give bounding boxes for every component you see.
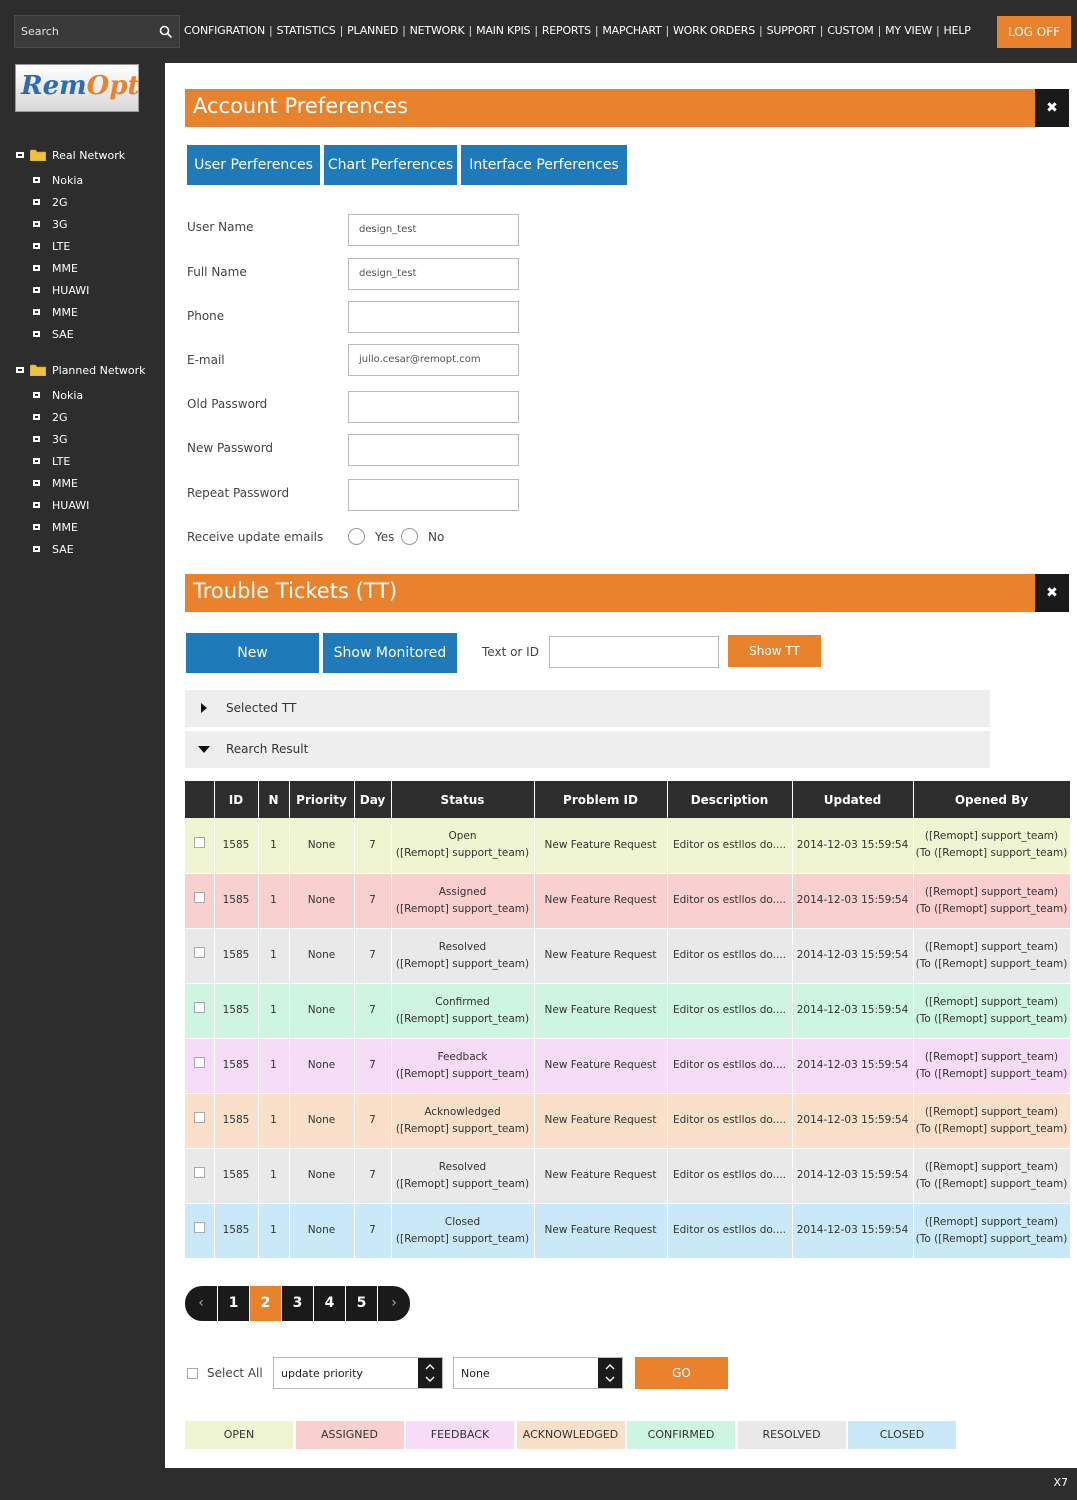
cell-priority: None <box>289 1038 354 1093</box>
opened-by-line1: ([Remopt] support_team) <box>924 1215 1059 1228</box>
nav-separator: | <box>534 24 538 37</box>
opened-by-line1: ([Remopt] support_team) <box>924 830 1059 843</box>
cell-opened-by <box>913 873 1070 928</box>
top-bar <box>0 0 1077 63</box>
leaf-bullet-icon <box>33 331 40 337</box>
cell-day: 7 <box>354 1148 391 1203</box>
row-checkbox[interactable] <box>194 837 205 848</box>
opened-by-line1: ([Remopt] support_team) <box>924 1105 1059 1118</box>
table-row[interactable] <box>185 1038 1070 1093</box>
table-row[interactable] <box>185 1148 1070 1203</box>
opened-by-line1: ([Remopt] support_team) <box>924 1160 1059 1173</box>
collapse-icon[interactable] <box>16 367 24 373</box>
collapse-icon[interactable] <box>16 152 24 158</box>
cell-problem: New Feature Request <box>534 1038 667 1093</box>
leaf-bullet-icon <box>33 392 40 398</box>
column-header[interactable]: ID <box>214 781 258 818</box>
column-header[interactable] <box>185 781 214 818</box>
receive-yes-radio[interactable] <box>348 528 365 545</box>
cell-opened-by <box>913 983 1070 1038</box>
search-result-panel[interactable] <box>185 731 990 768</box>
opened-by-line2: (To ([Remopt] support_team) <box>915 1122 1068 1135</box>
email-field[interactable]: jullo.cesar@remopt.com <box>348 344 519 376</box>
cell-problem: New Feature Request <box>534 1203 667 1258</box>
tree-leaf-label: MME <box>52 306 78 319</box>
tree-leaf-label: LTE <box>52 240 71 253</box>
nav-separator: | <box>268 24 273 37</box>
cell-priority: None <box>289 928 354 983</box>
legend-feedback: FEEDBACK <box>406 1421 514 1449</box>
leaf-bullet-icon <box>33 177 40 183</box>
cell-day: 7 <box>354 873 391 928</box>
nav-item-planned[interactable]: PLANNED <box>347 24 399 37</box>
opened-by-line2: (To ([Remopt] support_team) <box>915 902 1068 915</box>
cell-updated: 2014-12-03 15:59:54 <box>792 983 913 1038</box>
cell-day: 7 <box>354 1093 391 1148</box>
nav-item-mapchart[interactable]: MAPCHART <box>602 24 662 37</box>
folder-icon <box>30 364 46 376</box>
status-by: ([Remopt] support_team) <box>395 902 530 915</box>
nav-separator: | <box>665 24 669 37</box>
cell-status <box>391 1203 534 1258</box>
tab-interface-preferences[interactable]: Interface Perferences <box>461 145 627 185</box>
leaf-bullet-icon <box>33 546 40 552</box>
value-select-value: None <box>461 1367 490 1380</box>
cell-updated: 2014-12-03 15:59:54 <box>792 818 913 873</box>
nav-separator: | <box>594 24 599 37</box>
nav-separator: | <box>339 24 344 37</box>
cell-description: Editor os estllos do.... <box>667 928 792 983</box>
table-row[interactable] <box>185 983 1070 1038</box>
search-result-label: Rearch Result <box>226 742 309 756</box>
leaf-bullet-icon <box>33 524 40 530</box>
leaf-bullet-icon <box>33 309 40 315</box>
main-content <box>165 63 1077 1468</box>
cell-description: Editor os estllos do.... <box>667 1038 792 1093</box>
row-checkbox[interactable] <box>194 1002 205 1013</box>
nav-separator: | <box>936 24 940 37</box>
cell-priority: None <box>289 1093 354 1148</box>
cell-description: Editor os estllos do.... <box>667 1203 792 1258</box>
leaf-bullet-icon <box>33 458 40 464</box>
cell-status <box>391 818 534 873</box>
tree-leaf-label: Nokia <box>52 174 84 187</box>
status-by: ([Remopt] support_team) <box>395 1177 530 1190</box>
opened-by-line2: (To ([Remopt] support_team) <box>915 1012 1068 1025</box>
nav-separator: | <box>468 24 473 37</box>
cell-opened-by <box>913 1148 1070 1203</box>
nav-item-support[interactable]: SUPPORT <box>766 24 816 37</box>
opened-by-line1: ([Remopt] support_team) <box>924 885 1059 898</box>
old-password-field[interactable] <box>348 391 519 423</box>
cell-opened-by <box>913 1203 1070 1258</box>
tree-node-label: Real Network <box>52 149 126 162</box>
status-text: Assigned <box>438 885 487 898</box>
leaf-bullet-icon <box>33 199 40 205</box>
tickets-table <box>185 781 1071 1259</box>
cell-updated: 2014-12-03 15:59:54 <box>792 1148 913 1203</box>
status-text: Resolved <box>438 940 487 953</box>
column-header[interactable]: Day <box>354 781 391 818</box>
opened-by-line2: (To ([Remopt] support_team) <box>915 1232 1068 1245</box>
table-row[interactable] <box>185 928 1070 983</box>
table-row[interactable] <box>185 1093 1070 1148</box>
tree-leaf-label: LTE <box>52 455 71 468</box>
phone-field[interactable] <box>348 301 519 333</box>
column-header[interactable]: Priority <box>289 781 354 818</box>
new-ticket-button[interactable]: New <box>186 633 319 673</box>
leaf-bullet-icon <box>33 221 40 227</box>
status-text: Closed <box>444 1215 481 1228</box>
account-preferences-title: Account Preferences <box>193 94 408 118</box>
tree-leaf-label: 2G <box>52 411 68 424</box>
cell-problem: New Feature Request <box>534 873 667 928</box>
pager-page-button[interactable]: 5 <box>346 1286 377 1321</box>
new-password-field[interactable] <box>348 434 519 466</box>
legend-open: OPEN <box>185 1421 293 1449</box>
email-label: E-mail <box>187 353 225 367</box>
cell-description: Editor os estllos do.... <box>667 1093 792 1148</box>
status-text: Resolved <box>438 1160 487 1173</box>
search-icon[interactable] <box>159 25 173 39</box>
user-name-field[interactable]: design_test <box>348 214 519 246</box>
row-checkbox[interactable] <box>194 1167 205 1178</box>
select-all-checkbox[interactable] <box>187 1368 198 1379</box>
cell-n: 1 <box>258 1203 289 1258</box>
status-text: Feedback <box>437 1050 488 1063</box>
pager-page-button[interactable]: 4 <box>314 1286 345 1321</box>
cell-description: Editor os estllos do.... <box>667 818 792 873</box>
cell-priority: None <box>289 1148 354 1203</box>
leaf-bullet-icon <box>33 265 40 271</box>
cell-id: 1585 <box>214 928 258 983</box>
user-name-label: User Name <box>187 220 254 234</box>
cell-day: 7 <box>354 928 391 983</box>
column-header[interactable]: N <box>258 781 289 818</box>
row-checkbox[interactable] <box>194 892 205 903</box>
tree-leaf-label: 2G <box>52 196 68 209</box>
cell-problem: New Feature Request <box>534 983 667 1038</box>
cell-id: 1585 <box>214 983 258 1038</box>
cell-n: 1 <box>258 1038 289 1093</box>
table-row[interactable] <box>185 873 1070 928</box>
nav-separator: | <box>877 24 882 37</box>
cell-priority: None <box>289 818 354 873</box>
show-monitored-button[interactable]: Show Monitored <box>323 633 457 673</box>
cell-id: 1585 <box>214 1093 258 1148</box>
selected-tt-panel[interactable] <box>185 690 990 727</box>
cell-updated: 2014-12-03 15:59:54 <box>792 1093 913 1148</box>
nav-item-reports[interactable]: REPORTS <box>541 24 591 37</box>
cell-n: 1 <box>258 1148 289 1203</box>
column-header[interactable]: Status <box>391 781 534 818</box>
footer-label: X7 <box>1053 1476 1068 1489</box>
cell-problem: New Feature Request <box>534 1148 667 1203</box>
cell-problem: New Feature Request <box>534 818 667 873</box>
cell-priority: None <box>289 1203 354 1258</box>
tab-chart-preferences[interactable]: Chart Perferences <box>324 145 457 185</box>
tree-leaf-label: MME <box>52 477 78 490</box>
cell-updated: 2014-12-03 15:59:54 <box>792 873 913 928</box>
nav-item-main-kpis[interactable]: MAIN KPIS <box>476 24 531 37</box>
go-button[interactable]: GO <box>635 1357 728 1389</box>
search-placeholder: Search <box>21 25 59 38</box>
column-header[interactable]: Description <box>667 781 792 818</box>
status-text: Open <box>448 830 477 843</box>
tree-leaf-label: 3G <box>52 218 68 231</box>
new-password-label: New Password <box>187 441 274 455</box>
text-or-id-input[interactable] <box>549 636 719 668</box>
nav-item-configration[interactable]: CONFIGRATION <box>184 24 265 37</box>
opened-by-line2: (To ([Remopt] support_team) <box>915 1177 1068 1190</box>
legend-resolved: RESOLVED <box>738 1421 846 1449</box>
cell-status <box>391 1038 534 1093</box>
cell-problem: New Feature Request <box>534 928 667 983</box>
row-checkbox[interactable] <box>194 1112 205 1123</box>
select-all-label: Select All <box>207 1366 263 1380</box>
cell-opened-by <box>913 928 1070 983</box>
opened-by-line2: (To ([Remopt] support_team) <box>915 1067 1068 1080</box>
column-header[interactable]: Updated <box>792 781 913 818</box>
cell-id: 1585 <box>214 1203 258 1258</box>
repeat-password-label: Repeat Password <box>187 486 290 500</box>
pager-page-button[interactable]: 3 <box>282 1286 313 1321</box>
nav-item-network[interactable]: NETWORK <box>409 24 465 37</box>
nav-separator: | <box>759 24 763 37</box>
opened-by-line2: (To ([Remopt] support_team) <box>915 957 1068 970</box>
status-by: ([Remopt] support_team) <box>395 957 530 970</box>
logo[interactable] <box>15 64 139 112</box>
legend-assigned: ASSIGNED <box>296 1421 404 1449</box>
cell-priority: None <box>289 983 354 1038</box>
nav-item-help[interactable]: HELP <box>943 24 971 37</box>
close-tickets-button[interactable]: ✖ <box>1035 574 1069 612</box>
tree-leaf-label: HUAWI <box>52 499 90 512</box>
cell-n: 1 <box>258 1093 289 1148</box>
leaf-bullet-icon <box>33 502 40 508</box>
status-by: ([Remopt] support_team) <box>395 1012 530 1025</box>
nav-item-statistics[interactable]: STATISTICS <box>276 24 336 37</box>
tab-user-preferences[interactable]: User Perferences <box>187 145 320 185</box>
cell-n: 1 <box>258 928 289 983</box>
selected-tt-label: Selected TT <box>226 701 297 715</box>
cell-description: Editor os estllos do.... <box>667 1148 792 1203</box>
nav-item-my-view[interactable]: MY VIEW <box>885 24 933 37</box>
cell-description: Editor os estllos do.... <box>667 983 792 1038</box>
opened-by-line1: ([Remopt] support_team) <box>924 940 1059 953</box>
full-name-field[interactable]: design_test <box>348 258 519 290</box>
tree-leaf-label: SAE <box>52 328 74 341</box>
cell-status <box>391 1148 534 1203</box>
tree-leaf-label: Nokia <box>52 389 84 402</box>
nav-separator: | <box>402 24 406 37</box>
folder-icon <box>30 149 46 161</box>
row-checkbox[interactable] <box>194 947 205 958</box>
nav-separator: | <box>819 24 824 37</box>
caret-down-icon <box>198 746 210 753</box>
show-tt-button[interactable]: Show TT <box>728 635 821 667</box>
receive-yes-label: Yes <box>375 530 395 544</box>
leaf-bullet-icon <box>33 243 40 249</box>
logo-text-b: Opt <box>86 71 140 101</box>
cell-id: 1585 <box>214 1038 258 1093</box>
action-select-value: update priority <box>281 1367 363 1380</box>
legend-closed: CLOSED <box>848 1421 956 1449</box>
cell-n: 1 <box>258 873 289 928</box>
repeat-password-field[interactable] <box>348 479 519 511</box>
action-select[interactable] <box>273 1357 443 1389</box>
pager-page-button[interactable]: 1 <box>218 1286 249 1321</box>
legend-confirmed: CONFIRMED <box>627 1421 735 1449</box>
cell-updated: 2014-12-03 15:59:54 <box>792 1038 913 1093</box>
cell-id: 1585 <box>214 873 258 928</box>
logoff-button[interactable]: LOG OFF <box>997 16 1071 48</box>
nav-item-custom[interactable]: CUSTOM <box>827 24 874 37</box>
tree-leaf-label: HUAWI <box>52 284 90 297</box>
tree-leaf-label: SAE <box>52 543 74 556</box>
spinner-icon[interactable] <box>418 1358 442 1388</box>
status-by: ([Remopt] support_team) <box>395 1232 530 1245</box>
cell-day: 7 <box>354 1038 391 1093</box>
cell-description: Editor os estllos do.... <box>667 873 792 928</box>
receive-emails-label: Receive update emails <box>187 530 324 544</box>
status-by: ([Remopt] support_team) <box>395 1122 530 1135</box>
cell-status <box>391 873 534 928</box>
old-password-label: Old Password <box>187 397 268 411</box>
pager-prev-button[interactable]: ‹ <box>185 1286 217 1321</box>
cell-day: 7 <box>354 983 391 1038</box>
cell-opened-by <box>913 1093 1070 1148</box>
caret-right-icon <box>201 703 207 713</box>
opened-by-line1: ([Remopt] support_team) <box>924 995 1059 1008</box>
cell-problem: New Feature Request <box>534 1093 667 1148</box>
column-header[interactable]: Opened By <box>913 781 1070 818</box>
value-select[interactable] <box>453 1357 623 1389</box>
cell-status <box>391 1093 534 1148</box>
status-text: Acknowledged <box>424 1105 501 1118</box>
logo-text-a: Rem <box>21 71 87 101</box>
pager-next-button[interactable]: › <box>378 1286 410 1321</box>
tree-node-label: Planned Network <box>52 364 146 377</box>
table-row[interactable] <box>185 818 1070 873</box>
cell-opened-by <box>913 1038 1070 1093</box>
receive-no-radio[interactable] <box>401 528 418 545</box>
leaf-bullet-icon <box>33 287 40 293</box>
column-header[interactable]: Problem ID <box>534 781 667 818</box>
cell-n: 1 <box>258 818 289 873</box>
table-row[interactable] <box>185 1203 1070 1258</box>
cell-opened-by <box>913 818 1070 873</box>
tree-leaf-label: MME <box>52 262 78 275</box>
leaf-bullet-icon <box>33 414 40 420</box>
cell-day: 7 <box>354 818 391 873</box>
cell-day: 7 <box>354 1203 391 1258</box>
cell-updated: 2014-12-03 15:59:54 <box>792 928 913 983</box>
status-by: ([Remopt] support_team) <box>395 1067 530 1080</box>
opened-by-line2: (To ([Remopt] support_team) <box>915 847 1068 860</box>
leaf-bullet-icon <box>33 480 40 486</box>
cell-updated: 2014-12-03 15:59:54 <box>792 1203 913 1258</box>
opened-by-line1: ([Remopt] support_team) <box>924 1050 1059 1063</box>
cell-status <box>391 928 534 983</box>
row-checkbox[interactable] <box>194 1222 205 1233</box>
status-by: ([Remopt] support_team) <box>395 847 530 860</box>
cell-status <box>391 983 534 1038</box>
full-name-label: Full Name <box>187 265 247 279</box>
legend-acknowledged: ACKNOWLEDGED <box>517 1421 625 1449</box>
text-or-id-label: Text or ID <box>482 645 539 659</box>
nav-item-work-orders[interactable]: WORK ORDERS <box>673 24 756 37</box>
cell-id: 1585 <box>214 1148 258 1203</box>
row-checkbox[interactable] <box>194 1057 205 1068</box>
receive-no-label: No <box>428 530 445 544</box>
tree-leaf-label: 3G <box>52 433 68 446</box>
trouble-tickets-title: Trouble Tickets (TT) <box>193 579 398 603</box>
tree-leaf-label: MME <box>52 521 78 534</box>
close-account-button[interactable]: ✖ <box>1035 89 1069 127</box>
search-input[interactable] <box>14 15 180 48</box>
cell-priority: None <box>289 873 354 928</box>
spinner-icon[interactable] <box>598 1358 622 1388</box>
cell-id: 1585 <box>214 818 258 873</box>
account-preferences-header <box>185 89 1069 127</box>
pager-page-button[interactable]: 2 <box>250 1286 281 1321</box>
phone-label: Phone <box>187 309 225 323</box>
table-header-row <box>185 781 1070 818</box>
leaf-bullet-icon <box>33 436 40 442</box>
main-nav <box>184 24 971 37</box>
cell-n: 1 <box>258 983 289 1038</box>
status-text: Confirmed <box>435 995 490 1008</box>
trouble-tickets-header <box>185 574 1069 612</box>
